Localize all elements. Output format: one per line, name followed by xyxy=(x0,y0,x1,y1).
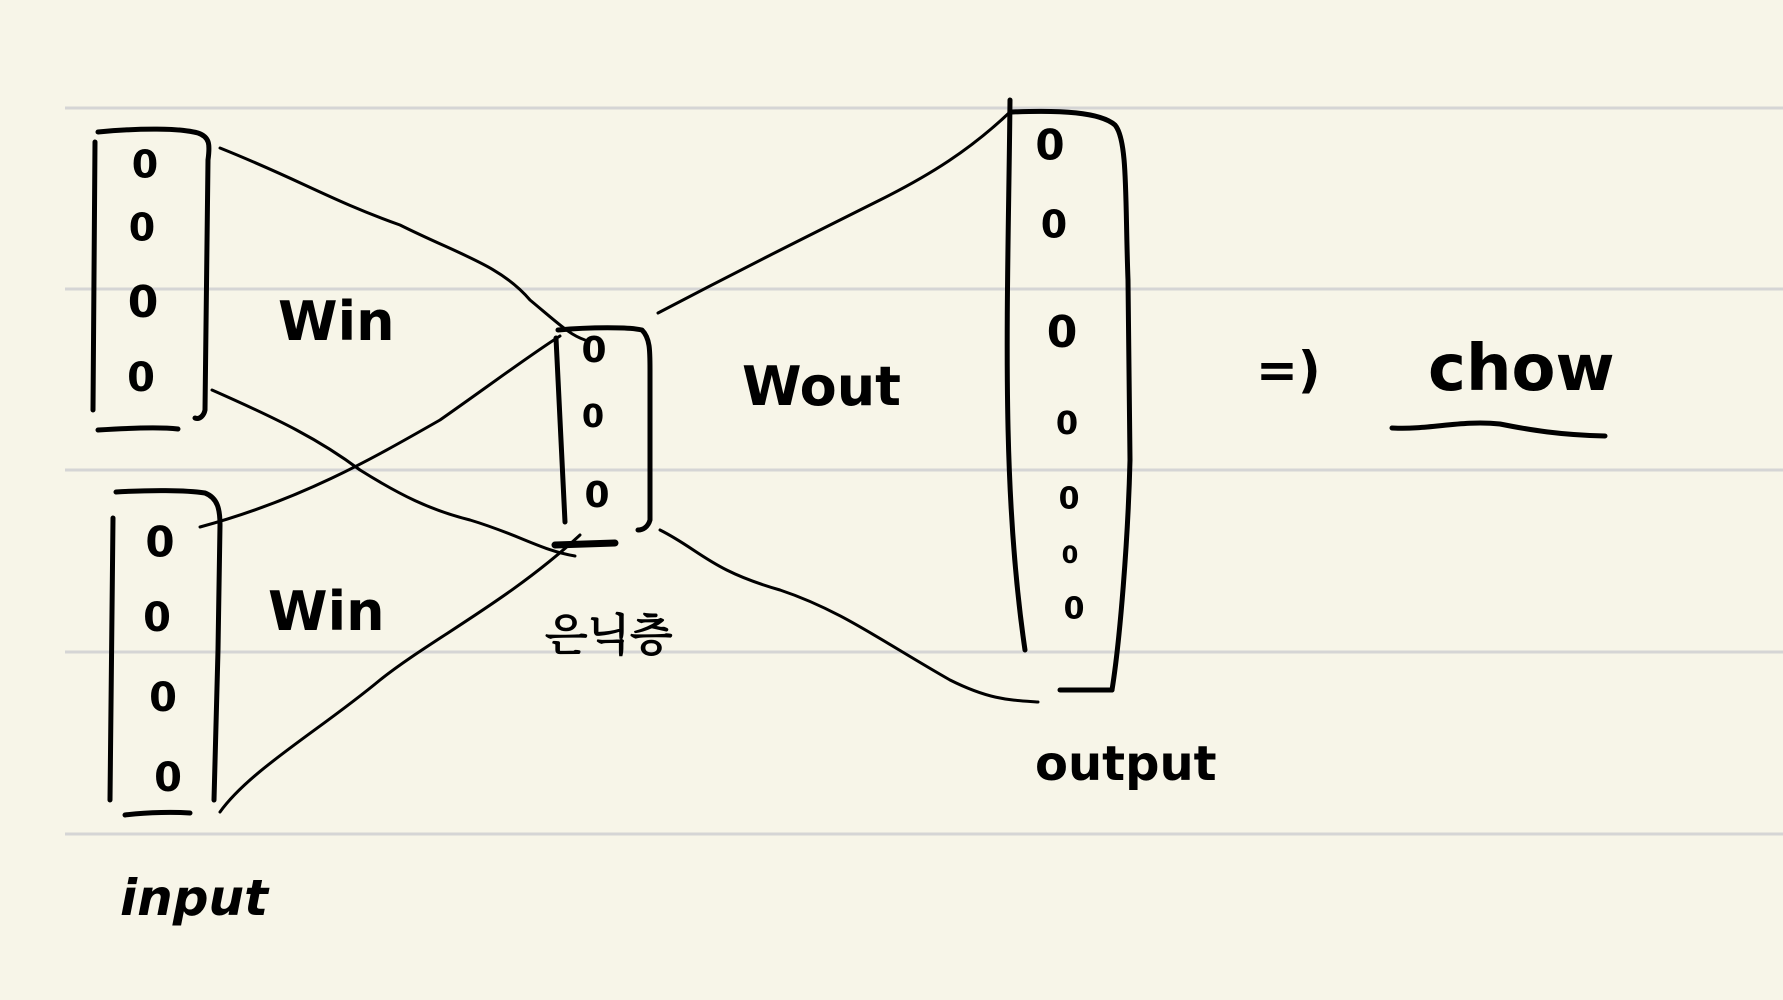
input-layer-2-bottom-edge xyxy=(125,812,190,815)
output-layer-node: 0 xyxy=(1055,404,1079,442)
output-layer-node: 0 xyxy=(1058,481,1080,517)
connection-input1-top-to-hidden xyxy=(220,148,585,340)
input-layer-1-node: 0 xyxy=(127,355,155,401)
hidden-layer-bottom-edge xyxy=(555,543,615,545)
input-layer-2-node: 0 xyxy=(145,517,175,567)
hidden-layer xyxy=(555,328,650,545)
hidden-layer-node: 0 xyxy=(584,475,610,516)
output-layer-node: 0 xyxy=(1061,541,1079,569)
connection-hidden-bottom-to-output xyxy=(660,530,1038,702)
hidden-layer-label: 은닉층 xyxy=(545,610,673,661)
connection-input1-bottom-to-hidden xyxy=(212,390,575,556)
input-layer-1-node: 0 xyxy=(127,277,159,328)
weight-label-wout: Wout xyxy=(742,355,901,418)
hidden-layer-node: 0 xyxy=(581,330,607,371)
output-layer-node: 0 xyxy=(1035,120,1065,170)
hidden-layer-left-edge xyxy=(556,338,565,522)
output-layer-node: 0 xyxy=(1046,307,1078,358)
input-layer-2-node: 0 xyxy=(143,595,171,641)
input-layer-1-bottom-edge xyxy=(98,428,178,430)
connection-input2-top-to-hidden xyxy=(200,336,560,527)
input-layer-1 xyxy=(93,129,209,430)
input-layer-2-node: 0 xyxy=(149,675,177,721)
weight-label-win-top: Win xyxy=(278,290,395,353)
result-underline xyxy=(1392,423,1605,436)
weight-label-win-bottom: Win xyxy=(268,580,385,643)
input-layer-1-left-edge xyxy=(93,142,95,410)
output-layer-left-edge xyxy=(1007,100,1025,650)
input-layer-1-node: 0 xyxy=(131,142,159,187)
input-layer-1-node: 0 xyxy=(128,205,156,250)
connections xyxy=(200,112,1038,812)
hidden-layer-node: 0 xyxy=(581,397,605,435)
result-arrow: =) xyxy=(1256,341,1321,399)
output-layer xyxy=(1007,100,1130,690)
input-label: input xyxy=(120,869,269,927)
output-layer-node: 0 xyxy=(1063,591,1085,627)
connection-hidden-top-to-output xyxy=(658,112,1010,313)
output-layer-node: 0 xyxy=(1040,202,1068,247)
output-label: output xyxy=(1035,736,1217,792)
connection-input2-bottom-to-hidden xyxy=(220,535,580,812)
input-layer-2-left-edge xyxy=(110,518,113,800)
input-layer-2-node: 0 xyxy=(154,755,182,801)
result-word: chow xyxy=(1428,332,1615,406)
